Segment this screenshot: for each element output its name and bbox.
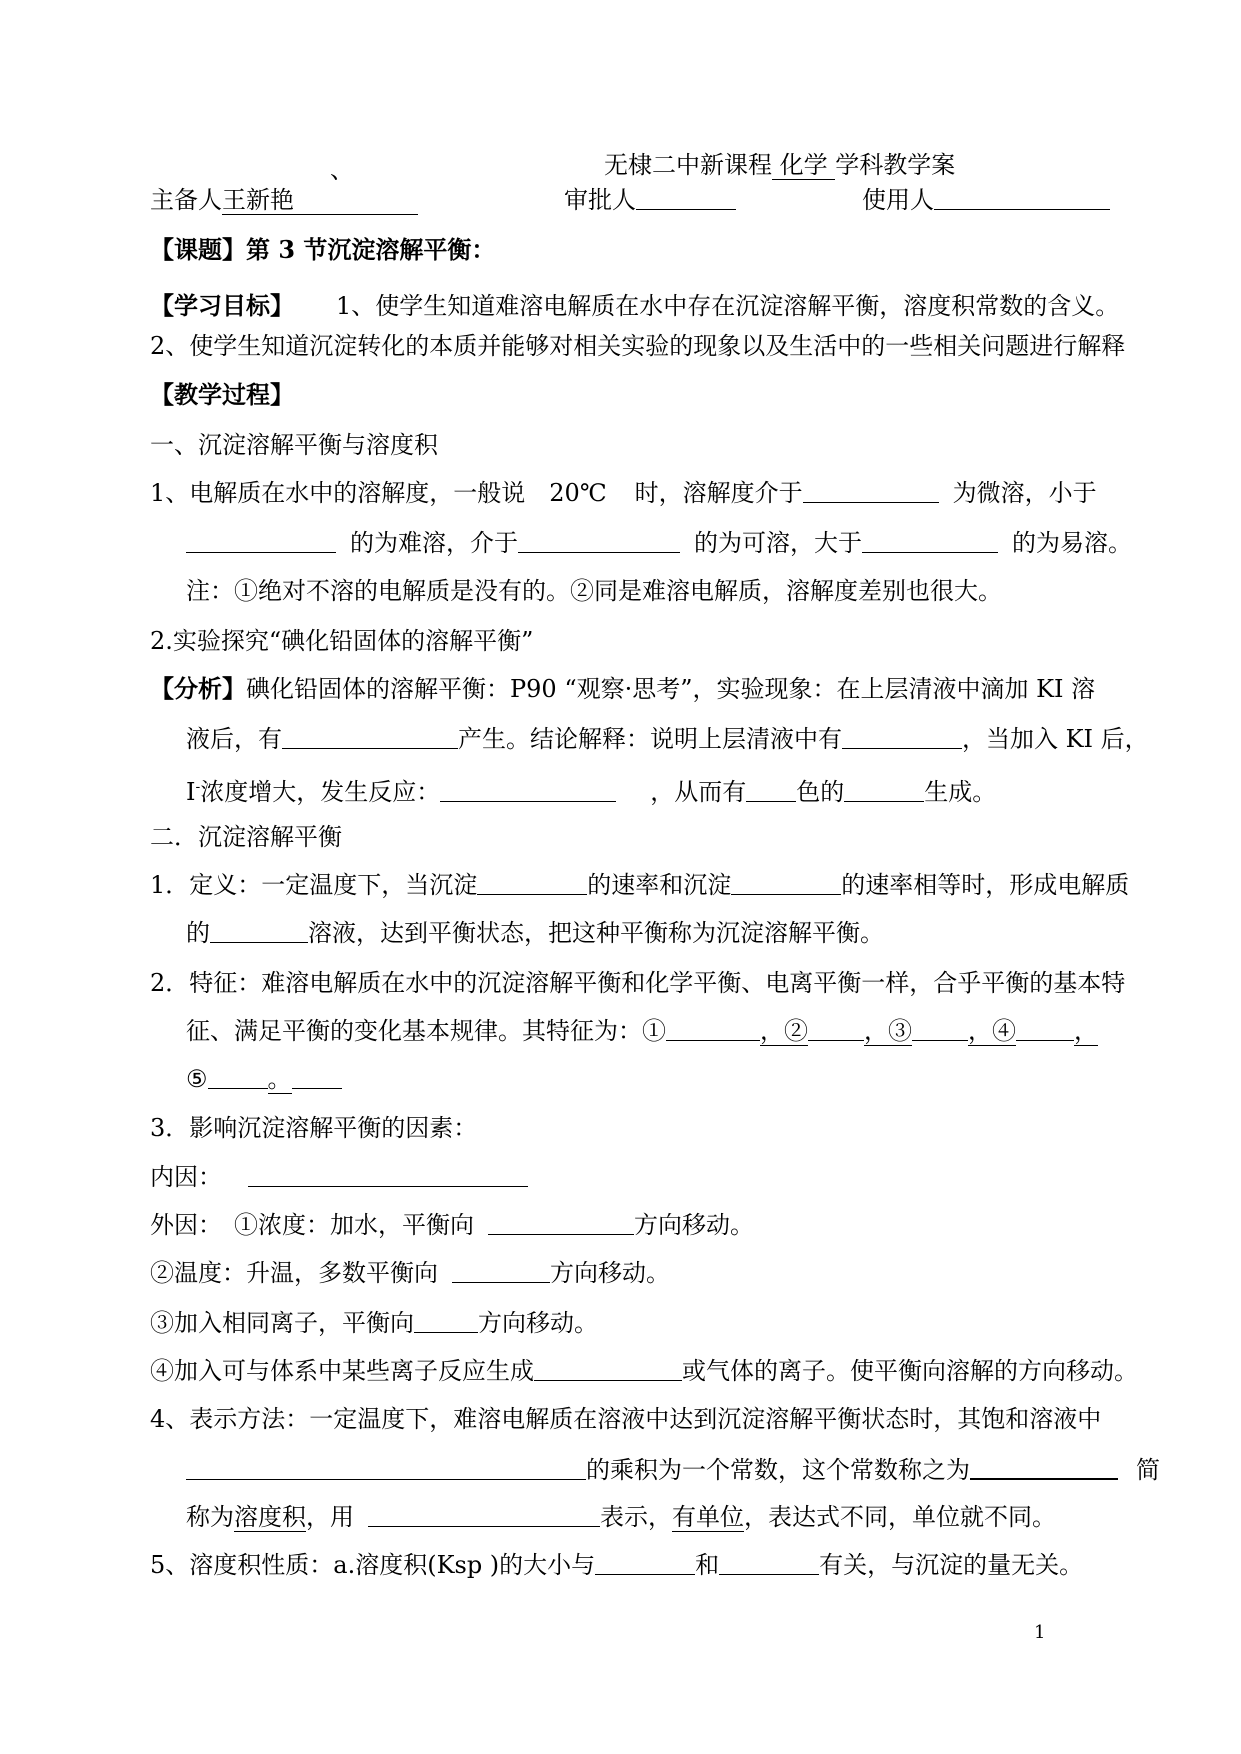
- goals-line-2: 2、使学生知道沉淀转化的本质并能够对相关实验的现象以及生活中的一些相关问题进行解释: [150, 332, 1126, 360]
- expression-line-3: 称为溶度积，用 表示，有单位，表达式不同，单位就不同。: [186, 1500, 1056, 1534]
- fill-blank[interactable]: [186, 526, 336, 553]
- fill-blank[interactable]: [719, 1548, 819, 1575]
- question-1-line-1: 1、电解质在水中的溶解度，一般说 20℃ 时，溶解度介于 为微溶，小于: [150, 476, 1097, 510]
- section1-title: 一、沉淀溶解平衡与溶度积: [150, 431, 438, 459]
- question-1-line-2: 的为难溶，介于 的为可溶，大于 的为易溶。: [186, 526, 1132, 560]
- fill-blank[interactable]: [970, 1452, 1118, 1480]
- expression-line-1: 4、表示方法：一定温度下，难溶电解质在溶液中达到沉淀溶解平衡状态时，其饱和溶液中: [150, 1405, 1102, 1433]
- external-factor-line: 外因： ①浓度：加水，平衡向 方向移动。: [150, 1208, 754, 1242]
- approver-line: 审批人: [564, 183, 736, 217]
- topic-line: 【课题】第 3 节沉淀溶解平衡：: [150, 235, 496, 264]
- fill-blank[interactable]: [452, 1256, 550, 1283]
- solubility-product-term: 溶度积: [234, 1503, 306, 1531]
- fill-blank[interactable]: [477, 868, 587, 895]
- definition-line-2: 的 溶液，达到平衡状态，把这种平衡称为沉淀溶解平衡。: [186, 916, 884, 950]
- goals-line-1: 【学习目标】 1、使学生知道难溶电解质在水中存在沉淀溶解平衡，溶度积常数的含义。: [150, 291, 1120, 320]
- topic-title: 第 3 节沉淀溶解平衡：: [246, 235, 496, 264]
- fill-blank[interactable]: [208, 1062, 268, 1089]
- temperature-line: ②温度：升温，多数平衡向 方向移动。: [150, 1256, 670, 1290]
- fill-blank[interactable]: [518, 526, 680, 553]
- fill-blank[interactable]: [862, 526, 998, 553]
- analysis-line-3: I-浓度增大，发生反应： ，从而有 色的 生成。: [186, 770, 996, 809]
- fill-blank[interactable]: [912, 1014, 968, 1041]
- preparer-name: 王新艳: [222, 186, 294, 214]
- feature-line-3: ⑤ 。: [186, 1062, 342, 1096]
- fill-blank[interactable]: [803, 476, 939, 503]
- fill-blank[interactable]: [746, 775, 796, 802]
- fill-blank[interactable]: [666, 1014, 760, 1041]
- page-number: 1: [1034, 1622, 1046, 1643]
- preparer-line: 主备人王新艳: [150, 183, 418, 217]
- question-2-line: 2.实验探究“碘化铅固体的溶解平衡”: [150, 627, 534, 655]
- fill-blank[interactable]: [282, 722, 458, 749]
- analysis-line-1: 【分析】碘化铅固体的溶解平衡：P90 “观察·思考”，实验现象：在上层清液中滴加 KI 溶: [150, 674, 1096, 703]
- feature-line-1: 2．特征：难溶电解质在水中的沉淀溶解平衡和化学平衡、电离平衡一样，合乎平衡的基本特: [150, 969, 1126, 997]
- fill-blank[interactable]: [534, 1354, 682, 1381]
- document-title: 无棣二中新课程 化学 学科教学案: [604, 151, 956, 179]
- subject-name: 化学: [779, 151, 828, 179]
- same-ion-line: ③加入相同离子，平衡向 方向移动。: [150, 1306, 598, 1340]
- fill-blank[interactable]: [292, 1062, 342, 1089]
- factors-heading: 3．影响沉淀溶解平衡的因素：: [150, 1114, 478, 1142]
- analysis-line-2: 液后，有 产生。结论解释：说明上层清液中有 ，当加入 KI 后，: [186, 722, 1149, 756]
- fill-blank[interactable]: [440, 775, 616, 802]
- definition-line-1: 1．定义：一定温度下，当沉淀 的速率和沉淀 的速率相等时，形成电解质: [150, 868, 1129, 902]
- approver-blank[interactable]: [636, 183, 736, 210]
- fill-blank[interactable]: [844, 775, 924, 802]
- fill-blank[interactable]: [186, 1453, 586, 1480]
- fill-blank[interactable]: [488, 1208, 634, 1235]
- user-line: 使用人: [862, 183, 1110, 217]
- feature-line-2: 征、满足平衡的变化基本规律。其特征为：① ，② ，③ ，④ ，: [186, 1014, 1098, 1048]
- process-heading: 【教学过程】: [150, 380, 294, 409]
- fill-blank[interactable]: [368, 1500, 600, 1527]
- property-line: 5、溶度积性质：a.溶度积(Ksp )的大小与 和 有关，与沉淀的量无关。: [150, 1548, 1083, 1582]
- fill-blank[interactable]: [1016, 1014, 1074, 1041]
- section2-title: 二．沉淀溶解平衡: [150, 823, 342, 851]
- note-line: 注：①绝对不溶的电解质是没有的。②同是难溶电解质，溶解度差别也很大。: [186, 577, 1002, 605]
- stray-mark: 、: [330, 156, 354, 184]
- fill-blank[interactable]: [595, 1548, 695, 1575]
- fill-blank[interactable]: [248, 1160, 528, 1187]
- fill-blank[interactable]: [808, 1014, 864, 1041]
- fill-blank[interactable]: [731, 868, 841, 895]
- reaction-ion-line: ④加入可与体系中某些离子反应生成 或气体的离子。使平衡向溶解的方向移动。: [150, 1354, 1138, 1388]
- fill-blank[interactable]: [210, 916, 308, 943]
- expression-line-2: 的乘积为一个常数，这个常数称之为 简: [186, 1452, 1160, 1487]
- user-blank[interactable]: [934, 183, 1110, 210]
- internal-factor-line: 内因：: [150, 1160, 528, 1194]
- fill-blank[interactable]: [414, 1306, 478, 1333]
- fill-blank[interactable]: [842, 722, 962, 749]
